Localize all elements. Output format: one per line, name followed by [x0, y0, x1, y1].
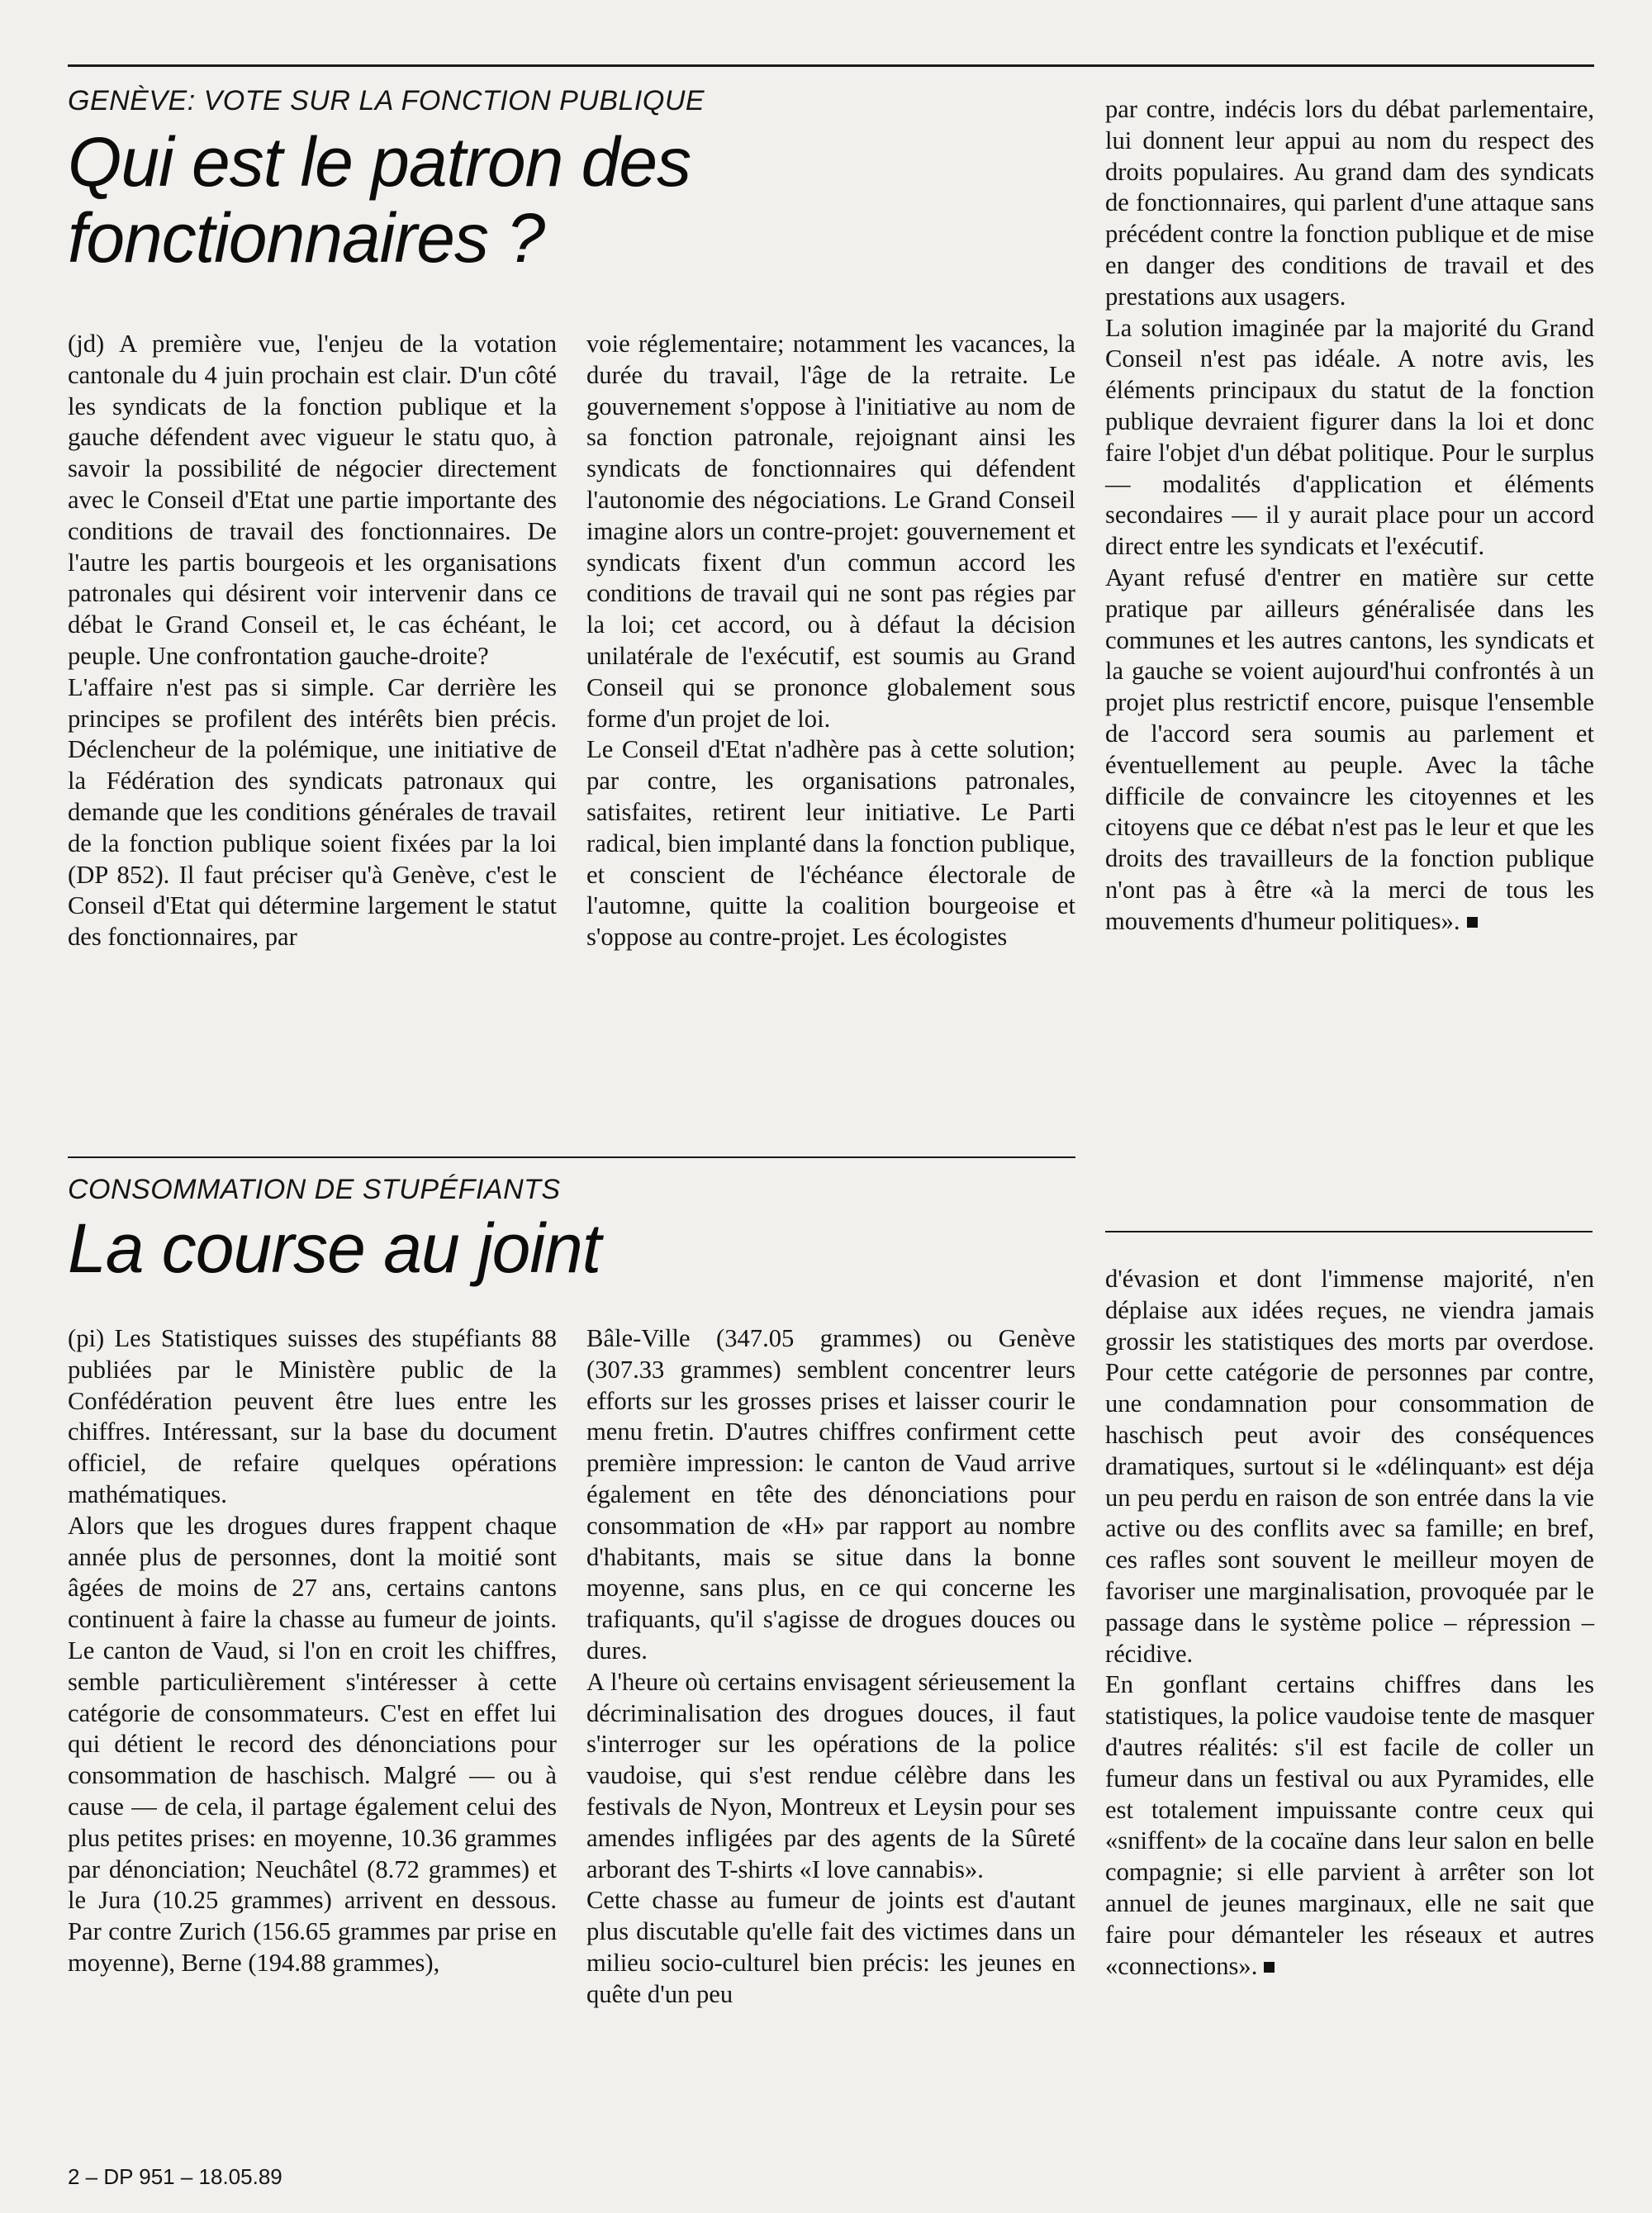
article1-col2-paragraph: Le Conseil d'Etat n'adhère pas à cette solution; par contre, les organisations patronales, satisfaites, retirent leur initiative. Le Parti radical, bien implanté dans la fonction publique, et conscient de l'échéance électorale de l'automne, quitte la coalition bourgeoise et s'oppose au contre-projet. Les écologistes [586, 735, 1075, 952]
article1-col3-last-text: Ayant refusé d'entrer en matière sur cette pratique par ailleurs généralisée dans les communes et les autres cantons, les syndicats et la gauche se voient aujourd'hui confrontés à un projet plus restrictif encore, puisque l'ensemble de l'accord sera soumis au parlement et éventuellement au peuple. Avec la tâche difficile de convaincre les citoyennes et les citoyens que ce débat n'est pas le leur et que les droits des travailleurs de la fonction publique n'ont pas à être «à la merci de tous les mouvements d'humeur politiques». [1105, 563, 1594, 935]
article1-col1-paragraph: L'affaire n'est pas si simple. Car derrière les principes se profilent des intérêts bien précis. Déclencheur de la polémique, une initiative de la Fédération des syndicats patronaux qui demande que les conditions générales de travail de la fonction publique soient fixées par la loi (DP 852). Il faut préciser qu'à Genève, c'est le Conseil d'Etat qui détermine largement le statut des fonctionnaires, par [68, 672, 557, 952]
end-of-article-mark [1264, 1962, 1275, 1973]
article2-column-2 [586, 1323, 1075, 2011]
article1-headline-line1: Qui est le patron des [68, 123, 691, 201]
article1-headline [68, 124, 1059, 276]
end-of-article-mark [1467, 917, 1478, 928]
article1-col3-paragraph: La solution imaginée par la majorité du Grand Conseil n'est pas idéale. A notre avis, les éléments principaux du statut de la fonction publique devraient figurer dans la loi et donc faire l'objet d'un débat politique. Pour le surplus — modalités d'application et éléments secondaires — il y aurait place pour un accord direct entre les syndicats et l'exécutif. [1105, 313, 1594, 561]
top-rule [68, 64, 1594, 67]
article1-col2-paragraph: voie réglementaire; notamment les vacances, la durée du travail, l'âge de la retraite. Le gouvernement s'oppose à l'initiative au nom de sa fonction patronale, rejoignant ainsi les syndicats de fonctionnaires qui défendent l'autonomie des négociations. Le Grand Conseil imagine alors un contre-projet: gouvernement et syndicats fixent d'un commun accord les conditions de travail qui ne sont pas régies par la loi; cet accord, ou à défaut la décision unilatérale de l'exécutif, est soumis au Grand Conseil qui se prononce globalement sous forme d'un projet de loi. [586, 330, 1075, 733]
article1-kicker: GENÈVE: VOTE SUR LA FONCTION PUBLIQUE [68, 85, 705, 116]
article1-column-1 [68, 329, 557, 953]
article2-column-3 [1105, 1264, 1594, 1982]
article1-column-3 [1105, 94, 1594, 938]
article1-column-2 [586, 329, 1075, 953]
article2-col2-paragraph: A l'heure où certains envisagent sérieusement la décriminalisation des drogues douces, il faut s'interroger sur les opérations de la police vaudoise, qui s'est rendue célèbre dans les festivals de Nyon, Montreux et Leysin pour ses amendes infligées par des agents de la Sûreté arborant des T-shirts «I love cannabis». [586, 1667, 1075, 1883]
article2-col3-last-text: En gonflant certains chiffres dans les statistiques, la police vaudoise tente de masquer d'autres réalités: s'il est facile de coller un fumeur dans un festival ou aux Pyramides, elle est totalement impuissante contre ceux qui «sniffent» de la cocaïne dans leur salon en belle compagnie; si elle parvient à arrêter son lot annuel de jeunes marginaux, elle ne sait que faire pour démanteler les réseaux et autres «connections». [1105, 1670, 1594, 1980]
section-divider-right [1105, 1231, 1593, 1232]
article2-col1-paragraph: (pi) Les Statistiques suisses des stupéfiants 88 publiées par le Ministère public de la Confédération peuvent être lues entre les chiffres. Intéressant, sur la base du document officiel, de refaire quelques opérations mathématiques. [68, 1324, 557, 1508]
article2-col1-paragraph: Alors que les drogues dures frappent chaque année plus de personnes, dont la moitié sont âgées de moins de 27 ans, certains cantons continuent à faire la chasse au fumeur de joints. Le canton de Vaud, si l'on en croit les chiffres, semble particulièrement s'intéresser à cette catégorie de consommateurs. C'est en effet lui qui détient le record des dénonciations pour consommation de haschisch. Malgré — ou à cause — de cela, il partage également celui des plus petites prises: en moyenne, 10.36 grammes par dénonciation; Neuchâtel (8.72 grammes) et le Jura (10.25 grammes) arrivent en dessous. Par contre Zurich (156.65 grammes par prise en moyenne), Berne (194.88 grammes), [68, 1511, 557, 1977]
article2-col3-paragraph [1105, 1669, 1594, 1982]
article2-headline: La course au joint [68, 1209, 601, 1287]
page-folio: 2 – DP 951 – 18.05.89 [68, 2164, 282, 2189]
article1-col3-paragraph [1105, 563, 1594, 938]
section-divider-left [68, 1156, 1075, 1158]
article1-col3-paragraph: par contre, indécis lors du débat parlementaire, lui donnent leur appui au nom du respect des droits populaires. Au grand dam des syndicats de fonctionnaires, qui parlent d'une attaque sans précédent contre la fonction publique et de mise en danger des conditions de travail et des prestations aux usagers. [1105, 95, 1594, 311]
article1-headline-line2: fonctionnaires ? [68, 199, 545, 277]
article2-column-1 [68, 1323, 557, 1979]
article2-col2-paragraph: Bâle-Ville (347.05 grammes) ou Genève (307.33 grammes) semblent concentrer leurs efforts sur les grosses prises et laisser courir le menu fretin. D'autres chiffres confirment cette première impression: le canton de Vaud arrive également en tête des dénonciations pour consommation de «H» par rapport au nombre d'habitants, mais se situe dans la bonne moyenne, sans plus, en ce qui concerne les trafiquants, qu'il s'agisse de drogues douces ou dures. [586, 1324, 1075, 1664]
article2-kicker: CONSOMMATION DE STUPÉFIANTS [68, 1174, 561, 1205]
article2-col2-paragraph: Cette chasse au fumeur de joints est d'autant plus discutable qu'elle fait des victimes dans un milieu socio-culturel bien précis: les jeunes en quête d'un peu [586, 1886, 1075, 2008]
article2-col3-paragraph: d'évasion et dont l'immense majorité, n'en déplaise aux idées reçues, ne viendra jamais grossir les statistiques des morts par overdose. Pour cette catégorie de personnes par contre, une condamnation pour consommation de haschisch peut avoir des conséquences dramatiques, surtout si le «délinquant» est déja un peu perdu en raison de son entrée dans la vie active ou des conflits avec sa famille; en bref, ces rafles sont souvent le meilleur moyen de favoriser une marginalisation, provoquée par le passage dans le système police – répression – récidive. [1105, 1265, 1594, 1668]
article1-col1-paragraph: (jd) A première vue, l'enjeu de la votation cantonale du 4 juin prochain est clair. D'un côté les syndicats de la fonction publique et la gauche défendent avec vigueur le statu quo, à savoir la possibilité de négocier directement avec le Conseil d'Etat une partie importante des conditions de travail des fonctionnaires. De l'autre les partis bourgeois et les organisations patronales qui désirent voir intervenir dans ce débat le Grand Conseil et, le cas échéant, le peuple. Une confrontation gauche-droite? [68, 330, 557, 670]
